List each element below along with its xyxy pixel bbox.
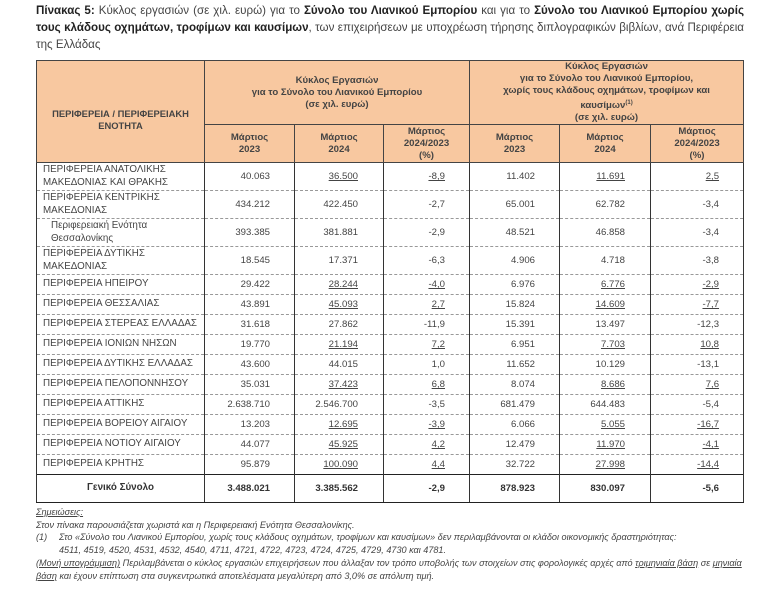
value-cell (651, 315, 744, 335)
header-region: ΠΕΡΙΦΕΡΕΙΑ / ΠΕΡΙΦΕΡΕΙΑΚΗ ΕΝΟΤΗΤΑ (37, 61, 205, 163)
value: 45.925 (328, 439, 358, 451)
value: 6.951 (510, 339, 535, 351)
region-name: ΠΕΡΙΦΕΡΕΙΑ ΠΕΛΟΠΟΝΝΗΣΟΥ (37, 375, 205, 395)
value-cell (384, 247, 470, 275)
header-text: 2024 (594, 143, 616, 155)
value: -2,9 (428, 227, 445, 239)
value-cell (295, 375, 384, 395)
note-underlined: μηνιαία βάση (36, 557, 742, 581)
total-value: 878.923 (470, 475, 560, 503)
header-text: Μάρτιος (230, 131, 269, 143)
value-cell (384, 455, 470, 475)
value-cell (651, 191, 744, 219)
value: 4.718 (600, 255, 625, 267)
value-cell (295, 275, 384, 295)
value-cell (205, 335, 295, 355)
value-cell (384, 163, 470, 191)
value-cell (470, 395, 560, 415)
header-group-total-retail (205, 61, 470, 125)
total-row (37, 475, 744, 503)
value-cell (651, 335, 744, 355)
value-cell (651, 355, 744, 375)
value-cell (470, 163, 560, 191)
table-row (37, 395, 744, 415)
value: 46.858 (595, 227, 625, 239)
header-text: χωρίς τους κλάδους οχημάτων, τροφίμων και καυσίμων (503, 85, 710, 112)
header-change-pct (384, 125, 470, 163)
value: 18.545 (240, 255, 270, 267)
value: -3,5 (428, 399, 445, 411)
note-text: Περιλαμβάνεται ο κύκλος εργασιών επιχειρήσεων που άλλαξαν τον τρόπο υποβολής των στοιχείων στις φορολογικές αρχές από (120, 557, 636, 568)
value: 2.638.710 (227, 399, 270, 411)
region-name: ΠΕΡΙΦΕΡΕΙΑ ΑΝΑΤΟΛΙΚΗΣ ΜΑΚΕΔΟΝΙΑΣ ΚΑΙ ΘΡΑΚΗΣ (37, 163, 205, 191)
value: -3,4 (702, 199, 720, 211)
value: 45.093 (328, 299, 358, 311)
total-label: Γενικό Σύνολο (37, 475, 205, 503)
value: 36.500 (328, 171, 358, 183)
value: 6.066 (510, 419, 535, 431)
value: 2.546.700 (315, 399, 358, 411)
value-cell (205, 275, 295, 295)
value-cell (384, 191, 470, 219)
value: 6.976 (510, 279, 535, 291)
value: 100.090 (323, 459, 358, 471)
value: -3,9 (428, 419, 445, 431)
value: 11.691 (596, 171, 625, 183)
value: -2,9 (702, 279, 720, 291)
value: 27.998 (595, 459, 625, 471)
value: 4,4 (431, 459, 445, 471)
table-row (37, 335, 744, 355)
value: -12,3 (697, 319, 720, 331)
value: 12.479 (505, 439, 535, 451)
value-cell (651, 395, 744, 415)
value: 644.483 (590, 399, 625, 411)
value-cell (205, 375, 295, 395)
value: 43.600 (240, 359, 270, 371)
header-text: Μάρτιος (678, 125, 716, 137)
value: 8.074 (510, 379, 535, 391)
value-cell (560, 355, 651, 375)
value-cell (560, 435, 651, 455)
table-row (37, 275, 744, 295)
caption-label: Πίνακας 5: (36, 4, 95, 17)
note-label: (Μονή υπογράμμιση) (36, 557, 121, 568)
value: 21.194 (328, 339, 358, 351)
table-row (37, 375, 744, 395)
value-cell (560, 375, 651, 395)
header-group-retail-excl (470, 61, 744, 125)
header-text: 2024/2023 (403, 137, 450, 149)
value-cell (470, 435, 560, 455)
value: 19.770 (240, 339, 270, 351)
value-cell (205, 435, 295, 455)
value-cell (470, 219, 560, 247)
total-value: -5,6 (651, 475, 744, 503)
value: -3,4 (702, 227, 720, 239)
header-march-2023 (205, 125, 295, 163)
value-cell (384, 335, 470, 355)
table-row (37, 455, 744, 475)
header-text: (σε χιλ. ευρώ) (305, 98, 369, 110)
value-cell (295, 295, 384, 315)
value-cell (384, 219, 470, 247)
value-cell (295, 247, 384, 275)
value-cell (651, 247, 744, 275)
value: 37.423 (328, 379, 358, 391)
value: 14.609 (595, 299, 625, 311)
header-text: Μάρτιος (407, 125, 446, 137)
value: 62.782 (595, 199, 625, 211)
caption-text: Κύκλος εργασιών (σε χιλ. ευρώ) για το (94, 4, 304, 17)
value-cell (384, 375, 470, 395)
table-row (37, 295, 744, 315)
header-text: (σε χιλ. ευρώ) (574, 112, 639, 124)
table-row (37, 415, 744, 435)
table-caption (36, 2, 744, 53)
value-cell (205, 395, 295, 415)
value-cell (205, 219, 295, 247)
region-name: ΠΕΡΙΦΕΡΕΙΑ ΔΥΤΙΚΗΣ ΜΑΚΕΔΟΝΙΑΣ (37, 247, 205, 275)
value: 29.422 (240, 279, 270, 291)
value-cell (384, 355, 470, 375)
value: -11,9 (423, 319, 445, 331)
header-text: Μάρτιος (495, 131, 534, 143)
value: 12.695 (328, 419, 358, 431)
table-row (37, 435, 744, 455)
value: 95.879 (240, 459, 270, 471)
value: -5,4 (702, 399, 720, 411)
note-codes: 4511, 4519, 4520, 4531, 4532, 4540, 4711, 4721, 4722, 4723, 4724, 4725, 4729, 4730 και 4781. (59, 545, 447, 556)
value: 11.652 (506, 359, 535, 371)
value-cell (470, 355, 560, 375)
value-cell (560, 219, 651, 247)
value-cell (384, 295, 470, 315)
value: 15.824 (505, 299, 535, 311)
note-text: Στο «Σύνολο του Λιανικού Εμπορίου, χωρίς τους κλάδους οχημάτων, τροφίμων και καυσίμων» δεν περιλαμβάνονται οι κλάδοι οικονομικής δραστηριότητας: (59, 532, 677, 543)
value-cell (560, 335, 651, 355)
header-march-2024-excl (560, 125, 651, 163)
value-cell (560, 455, 651, 475)
value-cell (470, 315, 560, 335)
value-cell (295, 219, 384, 247)
value: 7,6 (705, 379, 720, 391)
value: 65.001 (505, 199, 535, 211)
value-cell (205, 455, 295, 475)
value: 44.015 (328, 359, 358, 371)
value-cell (205, 191, 295, 219)
header-text: 2023 (503, 143, 526, 155)
caption-text: , των επιχειρήσεων με υποχρέωση τήρησης διπλογραφικών βιβλίων, ανά Περιφέρεια της Ελλάδας (36, 21, 744, 51)
header-text: (%) (689, 149, 705, 161)
value-cell (384, 435, 470, 455)
value: -4,1 (702, 439, 720, 451)
header-text: (%) (419, 149, 434, 161)
value-cell (205, 295, 295, 315)
value: 43.891 (240, 299, 270, 311)
value-cell (560, 395, 651, 415)
value: 6,8 (431, 379, 445, 391)
value-cell (295, 435, 384, 455)
value-cell (560, 163, 651, 191)
header-march-2024 (295, 125, 384, 163)
region-name: ΠΕΡΙΦΕΡΕΙΑ ΒΟΡΕΙΟΥ ΑΙΓΑΙΟΥ (37, 415, 205, 435)
value-cell (560, 315, 651, 335)
caption-text: και για το (477, 4, 535, 17)
value-cell (651, 415, 744, 435)
value-cell (470, 247, 560, 275)
value-cell (295, 191, 384, 219)
value: 32.722 (505, 459, 535, 471)
value-cell (295, 163, 384, 191)
header-text: 2024/2023 (674, 137, 720, 149)
note-underlined: τριμηνιαία βάση (635, 557, 699, 568)
total-value: 3.488.021 (205, 475, 295, 503)
value-cell (651, 375, 744, 395)
header-march-2023-excl (470, 125, 560, 163)
value: 1,0 (431, 359, 445, 371)
region-name: ΠΕΡΙΦΕΡΕΙΑ ΔΥΤΙΚΗΣ ΕΛΛΑΔΑΣ (37, 355, 205, 375)
region-name: ΠΕΡΙΦΕΡΕΙΑ ΚΕΝΤΡΙΚΗΣ ΜΑΚΕΔΟΝΙΑΣ (37, 191, 205, 219)
header-text: Μάρτιος (586, 131, 624, 143)
value: 2,7 (431, 299, 445, 311)
region-name: ΠΕΡΙΦΕΡΕΙΑ ΣΤΕΡΕΑΣ ΕΛΛΑΔΑΣ (37, 315, 205, 335)
value-cell (560, 295, 651, 315)
value: 35.031 (240, 379, 270, 391)
caption-bold-retail-excl: Σύνολο του Λιανικού Εμπορίου χωρίς τους κλάδους οχημάτων, τροφίμων και καυσίμων (36, 4, 744, 34)
value: -16,7 (697, 419, 720, 431)
value: 15.391 (505, 319, 535, 331)
table-row (37, 315, 744, 335)
value-cell (560, 247, 651, 275)
header-text: Μάρτιος (320, 131, 358, 143)
value-cell (470, 191, 560, 219)
value-cell (295, 315, 384, 335)
value-cell (205, 415, 295, 435)
value-cell (295, 355, 384, 375)
value-cell (470, 455, 560, 475)
value: 11.402 (506, 171, 535, 183)
caption-bold-total-retail: Σύνολο του Λιανικού Εμπορίου (303, 4, 478, 17)
value: 27.862 (328, 319, 358, 331)
table-row (37, 219, 744, 247)
table-row (37, 247, 744, 275)
table-row (37, 163, 744, 191)
value-cell (651, 163, 744, 191)
value-cell (295, 335, 384, 355)
value: 17.371 (328, 255, 358, 267)
value: 8.686 (600, 379, 625, 391)
region-name: ΠΕΡΙΦΕΡΕΙΑ ΘΕΣΣΑΛΙΑΣ (37, 295, 205, 315)
value: -3,8 (702, 255, 720, 267)
header-text: 2024 (328, 143, 350, 155)
total-value: 830.097 (560, 475, 651, 503)
note-text: και έχουν επίπτωση στα συγκεντρωτικά αποτελέσματα μεγαλύτερη από 3,0% σε απόλυτη τιμή. (56, 570, 435, 581)
value-cell (560, 415, 651, 435)
region-name: ΠΕΡΙΦΕΡΕΙΑ ΙΟΝΙΩΝ ΝΗΣΩΝ (37, 335, 205, 355)
value: -14,4 (697, 459, 720, 471)
value: 48.521 (505, 227, 535, 239)
notes-section (36, 506, 756, 582)
value-cell (205, 247, 295, 275)
value: 31.618 (240, 319, 270, 331)
value: 28.244 (328, 279, 358, 291)
value-cell (384, 315, 470, 335)
value: 2,5 (705, 171, 720, 183)
value-cell (470, 275, 560, 295)
value-cell (295, 455, 384, 475)
value-cell (560, 275, 651, 295)
value-cell (384, 395, 470, 415)
header-text: Κύκλος Εργασιών (565, 61, 648, 72)
value: 40.063 (240, 171, 270, 183)
value: 393.385 (235, 227, 270, 239)
header-text: Κύκλος Εργασιών (295, 74, 379, 86)
value: 681.479 (500, 399, 535, 411)
region-name: Περιφερειακή Ενότητα Θεσσαλονίκης (37, 219, 205, 247)
value: -8,9 (428, 171, 445, 183)
value-cell (205, 163, 295, 191)
total-value: -2,9 (384, 475, 470, 503)
value: 5.055 (600, 419, 625, 431)
value-cell (295, 395, 384, 415)
value-cell (470, 295, 560, 315)
value: 13.203 (240, 419, 270, 431)
value: 6.776 (600, 279, 625, 291)
value-cell (651, 275, 744, 295)
value-cell (470, 415, 560, 435)
note-number: (1) (36, 532, 48, 543)
value: 44.077 (240, 439, 270, 451)
value: -7,7 (702, 299, 720, 311)
table-row (37, 191, 744, 219)
value-cell (205, 355, 295, 375)
value-cell (651, 295, 744, 315)
note-text: σε (698, 557, 713, 568)
region-name: ΠΕΡΙΦΕΡΕΙΑ ΝΟΤΙΟΥ ΑΙΓΑΙΟΥ (37, 435, 205, 455)
value: 10.129 (595, 359, 625, 371)
value: 4.906 (510, 255, 535, 267)
value-cell (651, 219, 744, 247)
value: 381.881 (323, 227, 358, 239)
value: 434.212 (235, 199, 270, 211)
value-cell (295, 415, 384, 435)
region-name: ΠΕΡΙΦΕΡΕΙΑ ΑΤΤΙΚΗΣ (37, 395, 205, 415)
footnote-ref: (1) (625, 100, 633, 106)
table-row (37, 355, 744, 375)
value: -2,7 (428, 199, 445, 211)
value: 7,2 (431, 339, 445, 351)
value-cell (384, 415, 470, 435)
value: 11.970 (596, 439, 625, 451)
value: 10,8 (700, 339, 720, 351)
total-value: 3.385.562 (295, 475, 384, 503)
value-cell (205, 315, 295, 335)
turnover-by-region-table (36, 60, 744, 503)
value: 4,2 (431, 439, 445, 451)
value-cell (651, 435, 744, 455)
value-cell (560, 191, 651, 219)
value: 422.450 (323, 199, 358, 211)
notes-title: Σημειώσεις: (36, 507, 84, 517)
value: -13,1 (697, 359, 720, 371)
header-change-pct-excl (651, 125, 744, 163)
value: -4,0 (428, 279, 445, 291)
value-cell (470, 375, 560, 395)
note-line: Στον πίνακα παρουσιάζεται χωριστά και η Περιφερειακή Ενότητα Θεσσαλονίκης. (36, 519, 355, 530)
value-cell (384, 275, 470, 295)
value-cell (470, 335, 560, 355)
value: 7.703 (600, 339, 625, 351)
region-name: ΠΕΡΙΦΕΡΕΙΑ ΗΠΕΙΡΟΥ (37, 275, 205, 295)
header-text: 2023 (238, 143, 261, 155)
value-cell (651, 455, 744, 475)
header-text: για το Σύνολο του Λιανικού Εμπορίου (251, 86, 423, 98)
value: 13.497 (595, 319, 625, 331)
region-name: ΠΕΡΙΦΕΡΕΙΑ ΚΡΗΤΗΣ (37, 455, 205, 475)
header-text: για το Σύνολο του Λιανικού Εμπορίου, (519, 73, 694, 84)
value: -6,3 (428, 255, 445, 267)
